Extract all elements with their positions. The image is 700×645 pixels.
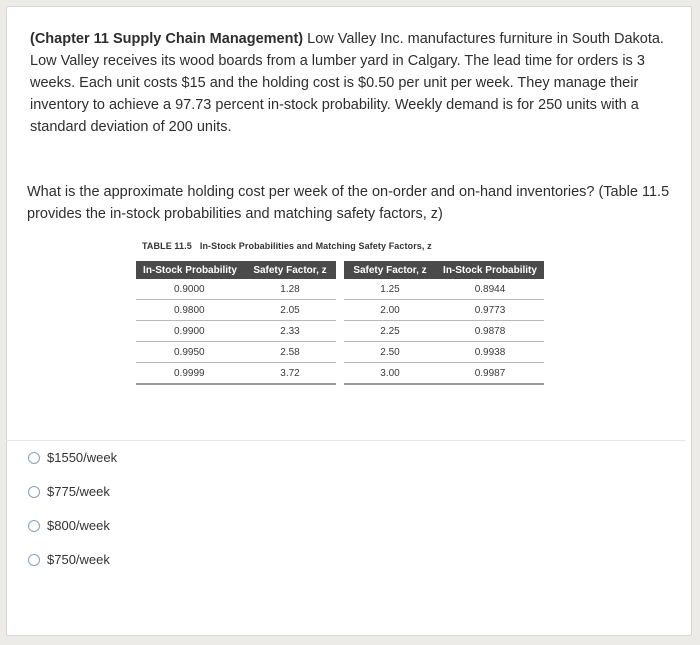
question-chapter-label: (Chapter 11 Supply Chain Management)	[30, 31, 304, 47]
table-11-5	[132, 241, 547, 379]
answer-option-1[interactable]	[28, 450, 117, 465]
answer-option-label: $750/week	[47, 552, 110, 567]
radio-button[interactable]	[28, 554, 40, 566]
table-left-half	[136, 261, 336, 385]
answer-option-3[interactable]	[28, 518, 110, 533]
header-in-stock-probability: In-Stock Probability	[443, 264, 537, 276]
cell-probability: 0.9773	[474, 304, 506, 316]
cell-safety-factor: 2.58	[280, 346, 300, 358]
cell-safety-factor: 2.33	[280, 325, 300, 337]
cell-safety-factor: 2.25	[380, 325, 400, 337]
answer-option-4[interactable]	[28, 552, 110, 567]
radio-button[interactable]	[28, 520, 40, 532]
cell-probability: 0.8944	[474, 283, 506, 295]
cell-safety-factor: 1.28	[280, 283, 300, 295]
table-header	[136, 261, 336, 279]
table-row	[136, 279, 336, 300]
table-row	[344, 279, 544, 300]
cell-probability: 0.9950	[174, 346, 205, 358]
table-row	[136, 321, 336, 342]
cell-safety-factor: 1.25	[380, 283, 400, 295]
cell-safety-factor: 2.50	[380, 346, 400, 358]
question-body: Low Valley Inc. manufactures furniture in South Dakota. Low Valley receives its wood boards from a lumber yard in Calgary. The lead time for orders is 3 weeks. Each unit costs $15 and the holding cost is $0.50 per unit per week. They manage their inventory to achieve a 97.73 percent in-stock probability. Weekly demand is for 250 units with a standard deviation of 200 units.	[30, 31, 664, 135]
table-right-half	[344, 261, 544, 385]
cell-probability: 0.9938	[474, 346, 506, 358]
answer-option-label: $775/week	[47, 484, 110, 499]
cell-probability: 0.9800	[174, 304, 205, 316]
cell-safety-factor: 3.00	[380, 367, 400, 379]
table-row	[344, 342, 544, 363]
cell-safety-factor: 2.00	[380, 304, 400, 316]
table-header	[344, 261, 544, 279]
table-row	[344, 321, 544, 342]
table-row	[136, 363, 336, 385]
cell-probability: 0.9878	[474, 325, 506, 337]
table-title: In-Stock Probabilities and Matching Safety Factors, z	[199, 241, 432, 251]
table-caption	[142, 241, 547, 251]
question-prompt: What is the approximate holding cost per week of the on-order and on-hand inventories? (Table 11.5 provides the in-stock probabilities and matching safety factors, z)	[27, 184, 670, 222]
cell-probability: 0.9987	[474, 367, 506, 379]
table-number: TABLE 11.5	[142, 241, 192, 251]
divider	[6, 440, 686, 441]
table-row	[136, 342, 336, 363]
radio-button[interactable]	[28, 452, 40, 464]
radio-button[interactable]	[28, 486, 40, 498]
cell-safety-factor: 3.72	[280, 367, 300, 379]
table-row	[136, 300, 336, 321]
table-row	[344, 363, 544, 385]
answer-option-2[interactable]	[28, 484, 110, 499]
question-text	[30, 28, 670, 138]
cell-probability: 0.9999	[174, 367, 205, 379]
answer-option-label: $1550/week	[47, 450, 118, 465]
table-row	[344, 300, 544, 321]
header-safety-factor: Safety Factor, z	[353, 264, 427, 276]
header-in-stock-probability: In-Stock Probability	[143, 264, 237, 276]
cell-probability: 0.9000	[174, 283, 205, 295]
answer-option-label: $800/week	[47, 518, 110, 533]
cell-probability: 0.9900	[174, 325, 205, 337]
header-safety-factor: Safety Factor, z	[253, 264, 327, 276]
cell-safety-factor: 2.05	[280, 304, 300, 316]
